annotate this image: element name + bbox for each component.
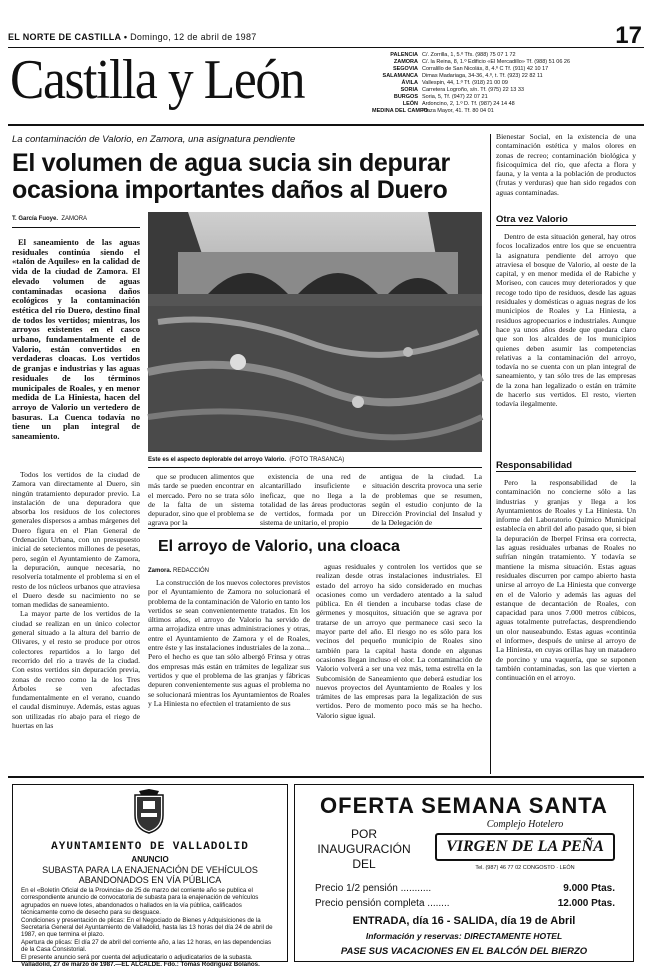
office-info: Soria, 5, Tf. (947) 22 07 21: [422, 94, 488, 100]
byline-place: ZAMORA: [61, 216, 88, 222]
price-value: 12.000 Ptas.: [557, 898, 615, 909]
byline: [12, 216, 87, 222]
paper-name: EL NORTE DE CASTILLA: [8, 32, 122, 42]
paragraph: La construcción de los nuevos colectores previstos por el Ayuntamiento de Zamora no solucionará el problema de la contaminación de Valorio en tanto los vertidos se sean convenientemente tratados. En los últimos años, el arroyo de Valorio ha servido de arma arrojadiza entre unas administraciones y otras, entre el Ayuntamiento de Zamora y el de Roales, entre éste y las instalaciones industriales de la zona... Pero el hecho es que tan sólo albergó Frinsa y otras dos empresas más están en trámites de legalizar sus vertidos y que el problema de las granjas y fábricas depuren convenientemente sus aguas el problema no se solucionará mientras los Ayuntamientos de Roales y La Hiniesta no efectúen el tratamiento de sus: [148, 578, 310, 708]
article-lead: El saneamiento de las aguas residuales continúa siendo el «talón de Aquiles» en la calidad de vida de la ciudad de Zamora. El elevado volumen de aguas contaminadas ocasiona daños ecológicos y la contaminación estética del río Duero, destino final de todos los vertidos; mientras, los arroyos existentes en el casco urbano, fundamentalmente el de Valorio, están convertidos en verdaderas cloacas. Los vertidos de granjas e industrias y las aguas residuales de los términos municipales de Roales, y en menor medida de La Hiniesta, hacen del arroyo de Valorio un vertedero de basuras. La Cuenca todavía no tiene un plan integral de saneamiento.: [12, 237, 140, 442]
office-row: [372, 80, 647, 87]
sidebar-byline-tag: REDACCIÓN: [173, 568, 210, 574]
office-city: SEGOVIA: [392, 66, 418, 72]
office-list: [372, 52, 647, 115]
price-label: Precio pensión completa: [315, 898, 425, 909]
page-header: [8, 22, 644, 49]
office-row: [372, 59, 647, 66]
article-headline: El volumen de agua sucia sin depurar ocasiona importantes daños al Duero: [12, 149, 450, 204]
office-info: Corralillo de San Nicolás, 8, 4.º C Tf. (911) 42 10 17: [422, 66, 549, 72]
inauguracion-label: INAUGURACIÓN: [317, 842, 411, 856]
article-column-1: [12, 470, 140, 750]
price-value: 9.000 Ptas.: [563, 883, 615, 894]
hotel-logo: VIRGEN DE LA PEÑA: [435, 833, 615, 861]
hotel-ad-title: OFERTA SEMANA SANTA: [320, 793, 608, 818]
sidebar-column-1: [148, 578, 310, 722]
ad-paragraph: Apertura de plicas: El día 27 de abril del corriente año, a las 12 horas, en las dependencias de la Casa Consistorial.: [21, 938, 272, 954]
bridge-photo-illustration: [148, 212, 482, 452]
price-row-half-board: Precio 1/2 pensión ........... 9.000 Ptas.: [315, 883, 615, 894]
photo-credit: (FOTO TRASANCA): [289, 457, 345, 463]
article-column-2: [148, 472, 254, 528]
complejo-label: Complejo Hotelero: [486, 819, 564, 830]
office-city: SORIA: [400, 87, 418, 93]
paragraph: que se producen alimentos que más tarde se pueden encontrar en el mercado. Pero no se trata sólo de la falta de un sistema depurador, sino que el problema se agrava por la: [148, 472, 254, 528]
ad-signature: Valladolid, 27 de marzo de 1987.—EL ALCALDE. Fdo.: Tomás Rodríguez Bolaños.: [21, 961, 260, 969]
paragraph: antigua de la ciudad. La situación descrita provoca una serie de problemas que se resumen, según el estudio conjunto de la Dirección Provincial del Insalud y de la Delegación de: [372, 472, 482, 528]
hotel-ad-intro: [309, 827, 419, 872]
caption-text: Este es el aspecto deplorable del arroyo Valorio.: [148, 457, 287, 463]
office-city: LEÓN: [402, 101, 418, 107]
office-city: SALAMANCA: [382, 73, 418, 79]
office-city: BURGOS: [393, 94, 418, 100]
price-label: Precio 1/2 pensión: [315, 883, 398, 894]
byline-author: T. García Fuoye.: [12, 216, 59, 222]
ad-subtitle: ANUNCIO: [131, 855, 169, 864]
photo-caption: [148, 457, 482, 463]
ad-paragraph: En el «Boletín Oficial de la Provincia» de 25 de marzo del corriente año se publica el correspondiente anuncio de convocatoria de subasta para la enajenación de vehículos agrupados en nueve lotes, abandonados o hallados en la vía pública, calificados técnicamente como de desecho para su desguace.: [21, 887, 259, 917]
divider: [8, 124, 644, 126]
hotel-ad: [294, 784, 634, 962]
sidebar-byline: [148, 568, 209, 574]
divider: [148, 467, 482, 468]
office-info: Dimas Madariaga, 34-36, 4.º, t. Tf. (923) 22 82 11: [422, 73, 543, 79]
office-city: PALENCIA: [390, 52, 418, 58]
office-row: [372, 66, 647, 73]
coat-of-arms-row: [21, 789, 279, 837]
ad-heading: SUBASTA PARA LA ENAJENACIÓN DE VEHÍCULOS ABANDONADOS EN VÍA PÚBLICA: [42, 865, 258, 885]
price-list: [315, 881, 615, 911]
article-column-3: [260, 472, 366, 528]
por-label: POR: [350, 827, 377, 841]
ad-paragraph: El presente anuncio será por cuenta del adjudicatario o adjudicatarios de la subasta.: [21, 953, 253, 961]
office-city: MEDINA DEL CAMPO: [372, 108, 428, 114]
del-label: DEL: [352, 857, 376, 871]
page-number: 17: [615, 22, 642, 49]
price-row-full-board: Precio pensión completa ........ 12.000 Ptas.: [315, 898, 615, 909]
office-row: [372, 108, 647, 115]
hotel-phone: Tel. (987) 46 77 02 CONGOSTO · LEÓN: [475, 865, 575, 871]
office-city: ÁVILA: [401, 80, 418, 86]
article-column-4: [372, 472, 482, 528]
paragraph: Bienestar Social, en la existencia de una contaminación estética y malos olores en zonas de recreo; contaminación biológica y fisicoquímica del río, que afecta a flora y fauna, y la venta a la población de productos (frutas y verduras) que han sido regados con aguas contaminadas.: [496, 132, 636, 197]
office-info: Plaza Mayor, 41. Tf. 80 04 01: [422, 108, 494, 114]
coat-of-arms-icon: [129, 789, 169, 835]
office-row: [372, 101, 647, 108]
sidebar-headline: El arroyo de Valorio, una cloaca: [158, 538, 400, 555]
paragraph: aguas residuales y controlen los vertidos que se realizan desde otras instalaciones industriales. El estado del arroyo ha sido considerado en muchas ocasiones como un verdadero atentado a la salud pública. En él tienden a incubarse todas clase de gérmenes y mosquitos, situación que se agrava por tratarse de un arroyo que permanece casi seco la mayor parte del año. El riesgo no es sólo para los vecinos del pequeño municipio de Roales sino también para la capital hasta donde en algunas ocasiones llegan incluso el olor. La contaminación de Valorio volverá a ser una vez más, tema estrella en la Subcomisión de Saneamiento que deberá estudiar los nuevos proyectos del Ayuntamiento de Roales y los trámites de las empresas para la legalización de sus vertidos. Pero de momento poco más se ha hecho. Valorio sigue igual.: [316, 562, 482, 720]
right-column-bottom: [496, 478, 636, 778]
paragraph: Dentro de esta situación general, hay otros focos localizados entre los que se encuentra la asignatura pendiente del arroyo que atraviesa el bosque de Valorio, al oeste de la capital, y en menor medida el de Rabiche y Moriseo, con cauces muy deteriorados y que recoge todo tipo de residuos, desde las aguas residuales y domésticas o aguas negras de los municipios de Roales y La Hiniesta, a residuos agropecuarios e industriales. Aunque hace ya unos años desde que quedara claro que son los alcaldes de los municipios quienes deben asumir las competencias relativas a la contaminación del arroyo, todavía no se cuenta con un plan integral de saneamiento, y tan sólo tres de las empresas de la zona han legalizado o están en trámite de hacerlo sus vertidos. El resto, vierten todavía ilegalmente.: [496, 232, 636, 409]
date: Domingo, 12 de abril de 1987: [130, 32, 257, 42]
office-info: C/. la Reina, 8, 1.º Edificio «El Mercadillo» Tf. (988) 51 06 26: [422, 59, 571, 65]
right-column-top: [496, 132, 636, 212]
office-info: Ardoncino, 2, 1.º D. Tf. (987) 24 14 48: [422, 101, 515, 107]
section-title: Castilla y León: [10, 49, 305, 111]
ad-body: [21, 887, 279, 969]
paragraph: existencia de una red de alcantarillado insuficiente e ineficaz, que no llega a la totalidad de las áreas productoras de vertidos, formada por un sistema de unitario, el propio: [260, 472, 366, 528]
divider: [8, 776, 644, 778]
office-info: Carretera Logroño, s/n. Tf. (975) 22 13 33: [422, 87, 525, 93]
ayuntamiento-ad: [12, 784, 288, 969]
subhead-otra-vez: Otra vez Valorio: [496, 214, 636, 226]
paragraph: Todos los vertidos de la ciudad de Zamora van directamente al Duero, sin ningún tratamiento depurador previo. La instalación de una depuradora que absorba los residuos de los colectores generales dispersos a ambas márgenes del Duero figura en el Plan General de Ordenación Urbana, con un presupuesto inicial de setecientos millones de pesetas, pero, según el Ayuntamiento de Zamora, la depuración, aunque necesaria, no resolvería totalmente el problema si en el resto de los núcleos urbanos que atraviesa el Duero desde su nacimiento no se toman medidas de saneamiento.: [12, 470, 140, 610]
office-row: [372, 94, 647, 101]
paragraph: La mayor parte de los vertidos de la ciudad se realizan en un único colector general situado a la altura del barrio de Olivares, y el resto se produce por otros colectores repartidos a lo largo del recorrido del río a través de la ciudad. Con estos vertidos sin depuración previa, zonas de recreo como la de los Tres Árboles se ven afectadas fundamentalmente en el verano, cuando el caudal disminuye. Además, estas aguas son utilizadas río abajo para el riego de huertas en las: [12, 609, 140, 731]
article-photo: [148, 212, 482, 452]
office-row: [372, 52, 647, 59]
hotel-slogan: PASE SUS VACACIONES EN EL BALCÓN DEL BIERZO: [340, 946, 588, 957]
ad-title: AYUNTAMIENTO DE VALLADOLID: [51, 841, 249, 853]
divider: [12, 227, 140, 228]
stay-dates: ENTRADA, día 16 - SALIDA, día 19 de Abril: [352, 915, 576, 927]
paper-header: EL NORTE DE CASTILLA • Domingo, 12 de abril de 1987: [8, 32, 257, 42]
office-row: [372, 87, 647, 94]
ad-paragraph: Condiciones y presentación de plicas: En el Negociado de Bienes y Adquisiciones de la Secretaría General del Ayuntamiento de Valladolid, hasta las 13 horas del día 24 de abril de 1987, en que termina el plazo.: [21, 916, 273, 939]
paragraph: Pero la responsabilidad de la contaminación no concierne sólo a las industrias y granjas y llega a los Ayuntamientos de Roales y La Hiniesta. Un informe del Laboratorio Químico Municipal establecía en abril del año pasado que, si bien la depuración de Iberpel Frinsa era correcta, las aguas residuales urbanas de Roales no sufrían ningún tratamiento. Y todavía se mantiene la misma situación. Estas aguas residuales discurren por campo abierto hasta unirse al arroyo de La Hiniesta que converge en el de Valorio y además las aguas del estanque de decantación de Roales, con capacidad para unos 7.000 metros cúbicos, aguas totalmente putrefactas, desprendiendo un olor nauseabundo. Estas aguas «continúa el informe», después de unirse al arroyo de La Hiniesta, en cuyas orillas hay un matadero de porcino y una vaquería, que se suponen también contaminadas, son las que vierten a continuación en el arroyo.: [496, 478, 636, 683]
sidebar-column-2: [316, 562, 482, 722]
office-info: Vallespin, 44, 1.º Tf. (918) 21 00 09: [422, 80, 508, 86]
subhead-responsabilidad: Responsabilidad: [496, 460, 636, 472]
sidebar-byline-place: Zamora.: [148, 568, 172, 574]
column-rule: [490, 134, 491, 774]
office-info: C/. Zorrilla, 1, 5.º Tfs. (988) 75 07 1 72: [422, 52, 516, 58]
article-kicker: La contaminación de Valorio, en Zamora, una asignatura pendiente: [12, 134, 296, 145]
right-column-mid: [496, 232, 636, 454]
office-row: [372, 73, 647, 80]
office-city: ZAMORA: [393, 59, 418, 65]
booking-info: Información y reservas: DIRECTAMENTE HOTEL: [365, 931, 563, 941]
